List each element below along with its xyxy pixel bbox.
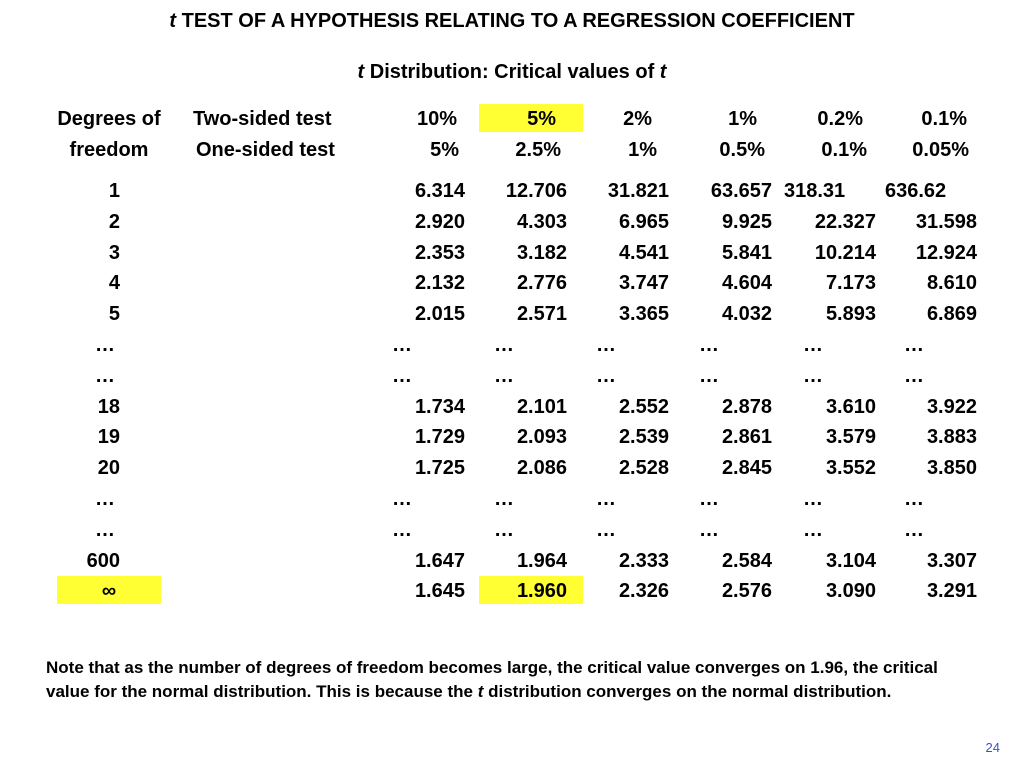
row-df: 2 xyxy=(108,211,120,233)
header-one-sided-level: 0.5% xyxy=(719,139,765,161)
table-cell: 3.850 xyxy=(926,457,977,479)
table-cell: 2.576 xyxy=(721,580,772,602)
table-cell: 2.528 xyxy=(618,457,669,479)
table-cell: 3.610 xyxy=(825,396,876,418)
table-cell: 318.31 xyxy=(784,180,846,202)
table-cell: 2.333 xyxy=(618,550,669,572)
table-cell-ellipsis: … xyxy=(803,519,823,541)
table-cell: 9.925 xyxy=(721,211,772,233)
row-df: 600 xyxy=(86,550,120,572)
table-cell: 6.314 xyxy=(414,180,465,202)
slide-number: 24 xyxy=(985,740,1000,755)
header-one-sided-test: One-sided test xyxy=(196,139,335,161)
table-cell: 3.747 xyxy=(618,272,669,294)
table-cell: 31.598 xyxy=(915,211,977,233)
table-cell-ellipsis: … xyxy=(392,488,412,510)
table-cell: 10.214 xyxy=(814,242,876,264)
table-cell: 2.845 xyxy=(721,457,772,479)
row-df: 1 xyxy=(108,180,120,202)
row-df-ellipsis: … xyxy=(95,334,115,356)
table-cell: 2.101 xyxy=(516,396,567,418)
header-one-sided-level: 2.5% xyxy=(515,139,561,161)
table-cell: 2.326 xyxy=(618,580,669,602)
table-cell-ellipsis: … xyxy=(699,519,719,541)
table-cell: 2.353 xyxy=(414,242,465,264)
table-cell-ellipsis: … xyxy=(596,488,616,510)
header-two-sided-level: 0.2% xyxy=(817,108,863,130)
table-cell: 1.729 xyxy=(414,426,465,448)
table-cell: 4.032 xyxy=(721,303,772,325)
table-cell: 3.307 xyxy=(926,550,977,572)
table-cell: 1.645 xyxy=(414,580,465,602)
table-cell: 3.579 xyxy=(825,426,876,448)
table-cell-ellipsis: … xyxy=(596,334,616,356)
table-cell: 2.015 xyxy=(414,303,465,325)
table-cell-ellipsis: … xyxy=(699,334,719,356)
table-cell: 3.883 xyxy=(926,426,977,448)
table-cell: 2.861 xyxy=(721,426,772,448)
header-one-sided-level: 5% xyxy=(430,139,459,161)
subtitle-italic-t-prefix: t xyxy=(357,61,365,83)
header-two-sided-test: Two-sided test xyxy=(193,108,332,130)
table-cell: 22.327 xyxy=(814,211,876,233)
table-cell-ellipsis: … xyxy=(494,488,514,510)
header-degrees-of: Degrees of xyxy=(57,108,161,130)
table-cell-ellipsis: … xyxy=(494,519,514,541)
table-cell: 1.964 xyxy=(516,550,567,572)
table-cell-ellipsis: … xyxy=(803,334,823,356)
row-df-ellipsis: … xyxy=(95,488,115,510)
subtitle-italic-t-suffix: t xyxy=(659,61,667,83)
header-two-sided-level: 10% xyxy=(416,108,457,130)
title-italic-t: t xyxy=(169,10,177,32)
table-cell: 4.541 xyxy=(618,242,669,264)
table-cell-ellipsis: … xyxy=(803,365,823,387)
table-cell-ellipsis: … xyxy=(494,334,514,356)
table-cell: 2.878 xyxy=(721,396,772,418)
table-cell: 2.571 xyxy=(516,303,567,325)
row-df-ellipsis: … xyxy=(95,519,115,541)
table-cell: 2.584 xyxy=(721,550,772,572)
header-freedom: freedom xyxy=(69,139,149,161)
row-df: 18 xyxy=(97,396,120,418)
table-cell: 7.173 xyxy=(825,272,876,294)
table-cell: 3.922 xyxy=(926,396,977,418)
table-cell: 1.725 xyxy=(414,457,465,479)
header-one-sided-level: 0.05% xyxy=(912,139,969,161)
row-df-ellipsis: … xyxy=(95,365,115,387)
table-cell: 5.841 xyxy=(721,242,772,264)
row-df: 20 xyxy=(97,457,120,479)
table-cell: 2.776 xyxy=(516,272,567,294)
row-df: 5 xyxy=(108,303,120,325)
table-cell-ellipsis: … xyxy=(596,519,616,541)
table-cell-ellipsis: … xyxy=(904,519,924,541)
table-cell: 3.365 xyxy=(618,303,669,325)
table-cell: 2.552 xyxy=(618,396,669,418)
table-cell-ellipsis: … xyxy=(596,365,616,387)
table-cell-ellipsis: … xyxy=(904,365,924,387)
table-cell: 5.893 xyxy=(825,303,876,325)
table-cell: 3.182 xyxy=(516,242,567,264)
table-cell: 3.090 xyxy=(825,580,876,602)
table-cell-ellipsis: … xyxy=(904,334,924,356)
table-cell: 12.706 xyxy=(505,180,567,202)
footnote xyxy=(46,656,986,704)
table-cell: 12.924 xyxy=(915,242,977,264)
slide-title xyxy=(0,9,1024,33)
header-two-sided-level: 2% xyxy=(623,108,652,130)
table-cell-ellipsis: … xyxy=(904,488,924,510)
table-cell-ellipsis: … xyxy=(699,365,719,387)
table-subtitle xyxy=(0,60,1024,84)
note-italic-t: t xyxy=(477,682,484,701)
table-cell: 636.62 xyxy=(885,180,947,202)
table-cell: 31.821 xyxy=(607,180,669,202)
table-cell-ellipsis: … xyxy=(494,365,514,387)
table-cell-ellipsis: … xyxy=(392,365,412,387)
table-cell-ellipsis: … xyxy=(803,488,823,510)
row-df: 19 xyxy=(97,426,120,448)
table-cell: 2.920 xyxy=(414,211,465,233)
row-df: 3 xyxy=(108,242,120,264)
table-cell: 6.965 xyxy=(618,211,669,233)
table-cell: 3.552 xyxy=(825,457,876,479)
note-text-part1: Note that as the number of degrees of freedom becomes large, the critical value converges on 1.96, the critical value for the normal distribution. This is because the xyxy=(46,658,938,701)
table-cell: 4.303 xyxy=(516,211,567,233)
table-cell-ellipsis: … xyxy=(699,488,719,510)
header-one-sided-level: 1% xyxy=(628,139,657,161)
subtitle-text: Distribution: Critical values of xyxy=(364,61,660,83)
table-cell-ellipsis: … xyxy=(392,334,412,356)
table-cell: 2.093 xyxy=(516,426,567,448)
table-cell: 1.960 xyxy=(516,580,567,602)
header-one-sided-level: 0.1% xyxy=(821,139,867,161)
row-df: 4 xyxy=(108,272,120,294)
table-cell-ellipsis: … xyxy=(392,519,412,541)
table-cell: 4.604 xyxy=(721,272,772,294)
table-cell: 3.104 xyxy=(825,550,876,572)
table-cell: 6.869 xyxy=(926,303,977,325)
row-df: ∞ xyxy=(101,580,117,602)
table-cell: 3.291 xyxy=(926,580,977,602)
title-text: TEST OF A HYPOTHESIS RELATING TO A REGRESSION COEFFICIENT xyxy=(176,10,855,32)
table-cell: 2.132 xyxy=(414,272,465,294)
table-cell: 2.086 xyxy=(516,457,567,479)
table-cell: 1.734 xyxy=(414,396,465,418)
header-two-sided-level: 0.1% xyxy=(921,108,967,130)
table-cell: 2.539 xyxy=(618,426,669,448)
table-cell: 8.610 xyxy=(926,272,977,294)
table-cell: 63.657 xyxy=(710,180,772,202)
header-two-sided-level: 5% xyxy=(527,108,556,130)
table-cell: 1.647 xyxy=(414,550,465,572)
note-text-part2: distribution converges on the normal distribution. xyxy=(483,682,892,701)
header-two-sided-level: 1% xyxy=(728,108,757,130)
